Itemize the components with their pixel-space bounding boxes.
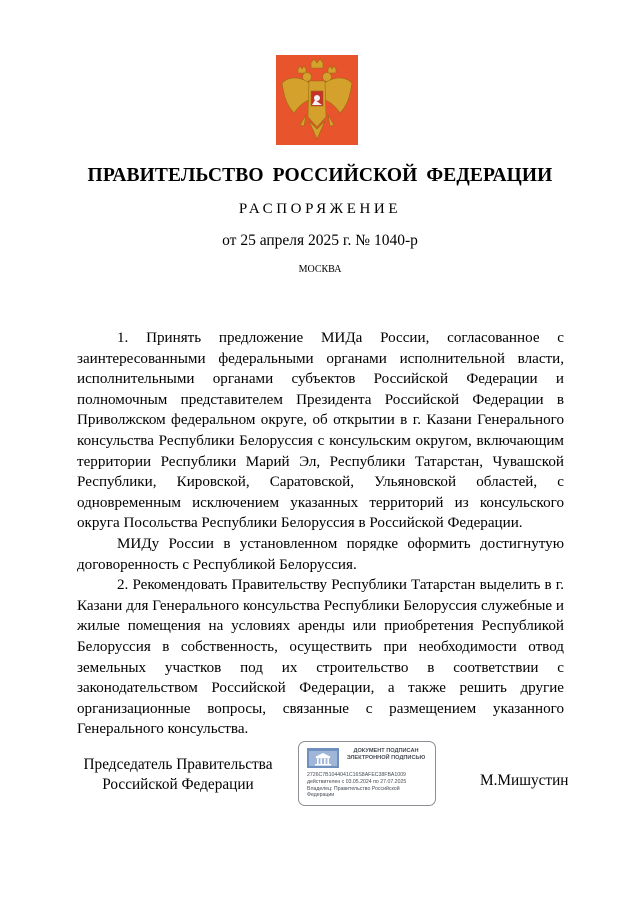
document-body [77, 328, 564, 740]
stamp-validity: действителен с 03.05.2024 по 27.07.2025 [307, 779, 407, 785]
signatory-position [78, 755, 278, 794]
russian-coat-of-arms-icon [276, 55, 358, 145]
paragraph-2: 2. Рекомендовать Правительству Республики Татарстан выделить в г. Казани для Генерального консульства Республики Белоруссия служебные и жилые помещения на условиях аренды или приобретения Республикой Белоруссия в собственность, осуществить при необходимости отвод земельных участков под их строительство в соответствии с законодательством Российской Федерации, а также решить другие организационные вопросы, связанные с размещением указанного Генерального консульства. [77, 577, 564, 738]
electronic-signature-stamp [298, 741, 436, 806]
issuer-title: ПРАВИТЕЛЬСТВО РОССИЙСКОЙ ФЕДЕРАЦИИ [87, 165, 553, 186]
signatory-name: М.Мишустин [480, 772, 569, 789]
stamp-heading-line-1: ДОКУМЕНТ ПОДПИСАН [353, 748, 419, 754]
signatory-position-line-2: Российской Федерации [102, 775, 254, 793]
document-date-number: от 25 апреля 2025 г. № 1040-р [222, 232, 418, 249]
stamp-heading-line-2: ЭЛЕКТРОННОЙ ПОДПИСЬЮ [346, 755, 426, 761]
stamp-owner-line-1: Владелец: Правительство Российской [307, 785, 400, 792]
document-city: МОСКВА [298, 264, 342, 275]
paragraph-1-continuation: МИДу России в установленном порядке оформить достигнутую договоренность с Республикой Белоруссия. [77, 535, 564, 573]
stamp-certificate: 2726C7B1044041C16S8AFEC38FBA1009 [307, 772, 406, 778]
stamp-heading [339, 748, 433, 762]
signatory-position-line-1: Председатель Правительства [83, 756, 273, 773]
stamp-owner-line-2: Федерации [307, 792, 335, 798]
paragraph-1: 1. Принять предложение МИДа России, согласованное с заинтересованными федеральными органами исполнительной власти, исполнительными органами субъектов Российской Федерации и полномочным представителем Президента Российской Федерации в Приволжском федеральном округе, об открытии в г. Казани Генерального консульства Республики Белоруссия с консульским округом, включающим территории Республики Марий Эл, Республики Татарстан, Чувашской Республики, Кировской, Саратовской, Ульяновской областей, с одновременным исключением указанных территорий из консульского округа Посольства Республики Белоруссия в Российской Федерации. [77, 330, 564, 532]
government-building-icon [307, 748, 339, 768]
document-type: РАСПОРЯЖЕНИЕ [238, 201, 402, 217]
